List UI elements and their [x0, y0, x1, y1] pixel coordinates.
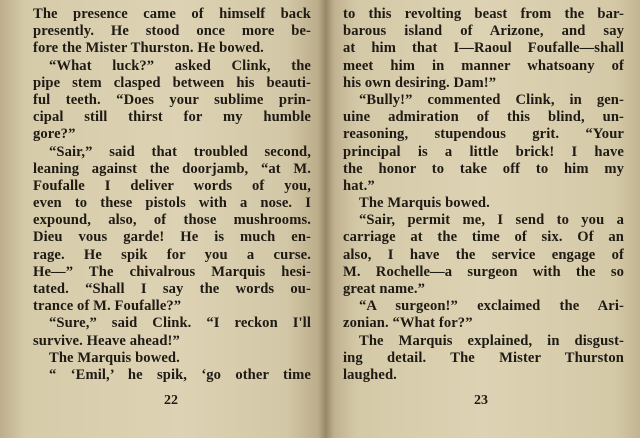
text-line: “ ‘Emil,’ he spik, ‘go other time — [49, 366, 311, 383]
text-line: also, I have the service engage of — [343, 246, 624, 263]
text-line: gore?” — [33, 126, 76, 143]
text-line: The Marquis bowed. — [49, 349, 180, 366]
text-line: ful teeth. “Does your sublime prin- — [33, 91, 311, 108]
text-line: even to these pistols with a nose. I — [33, 195, 311, 212]
text-line: “Sure,” said Clink. “I reckon I'll — [49, 315, 311, 332]
text-line: The Marquis explained, in disgust- — [359, 332, 624, 349]
text-line: ing detail. The Mister Thurston — [343, 349, 624, 366]
text-line: leaning against the doorjamb, “at M. — [33, 160, 311, 177]
text-line: M. Rochelle—a surgeon with the so — [343, 263, 624, 280]
text-line: The presence came of himself back — [33, 6, 311, 22]
text-line: “Bully!” commented Clink, in gen- — [359, 91, 624, 108]
text-line: tated. “Shall I say the words ou- — [33, 281, 311, 297]
right-page-text — [343, 6, 624, 384]
text-line: great name.” — [343, 281, 425, 297]
left-page-text — [33, 6, 311, 384]
text-line: to this revolting beast from the bar- — [343, 6, 624, 22]
text-line: Foufalle I deliver words of you, — [33, 177, 311, 194]
text-line: hat.” — [343, 177, 375, 194]
text-line: laughed. — [343, 366, 397, 383]
text-line: principal is a little brick! I have — [343, 143, 624, 160]
text-line: presently. He stood once more be- — [33, 23, 311, 40]
text-line: pipe stem clasped between his beauti- — [33, 74, 311, 91]
text-line: reasoning, stupendous grit. “Your — [343, 126, 624, 143]
text-line: “Sair,” said that troubled second, — [49, 143, 311, 160]
text-line: He—” The chivalrous Marquis hesi- — [33, 263, 311, 280]
right-page-number: 23 — [474, 393, 488, 408]
text-line: The Marquis bowed. — [359, 195, 490, 212]
text-line: trance of M. Foufalle?” — [33, 298, 182, 315]
left-page-number: 22 — [164, 393, 178, 408]
text-line: zonian. “What for?” — [343, 315, 473, 332]
text-line: “What luck?” asked Clink, the — [49, 57, 311, 74]
text-line: “Sair, permit me, I send to you a — [359, 212, 624, 229]
text-line: his own desiring. Dam!” — [343, 74, 497, 91]
text-line: uine admiration of this blind, un- — [343, 109, 624, 126]
text-line: Dieu vous garde! He is much en- — [33, 229, 311, 246]
text-line: carriage at the time of six. Of an — [343, 229, 624, 246]
text-line: the honor to take off to him my — [343, 160, 624, 177]
text-line: “A surgeon!” exclaimed the Ari- — [359, 298, 624, 315]
text-line: meet him in manner whatsoany of — [343, 57, 624, 74]
text-line: survive. Heave ahead!” — [33, 332, 180, 349]
text-line: at him that I—Raoul Foufalle—shall — [343, 40, 624, 57]
text-line: cipal still thirst for my humble — [33, 109, 311, 126]
text-line: fore the Mister Thurston. He bowed. — [33, 40, 264, 57]
text-line: rage. He spik for you a curse. — [33, 246, 311, 263]
right-page — [326, 0, 640, 438]
text-line: barous island of Arizone, and say — [343, 23, 624, 40]
text-line: expound, also, of those mushrooms. — [33, 212, 311, 229]
